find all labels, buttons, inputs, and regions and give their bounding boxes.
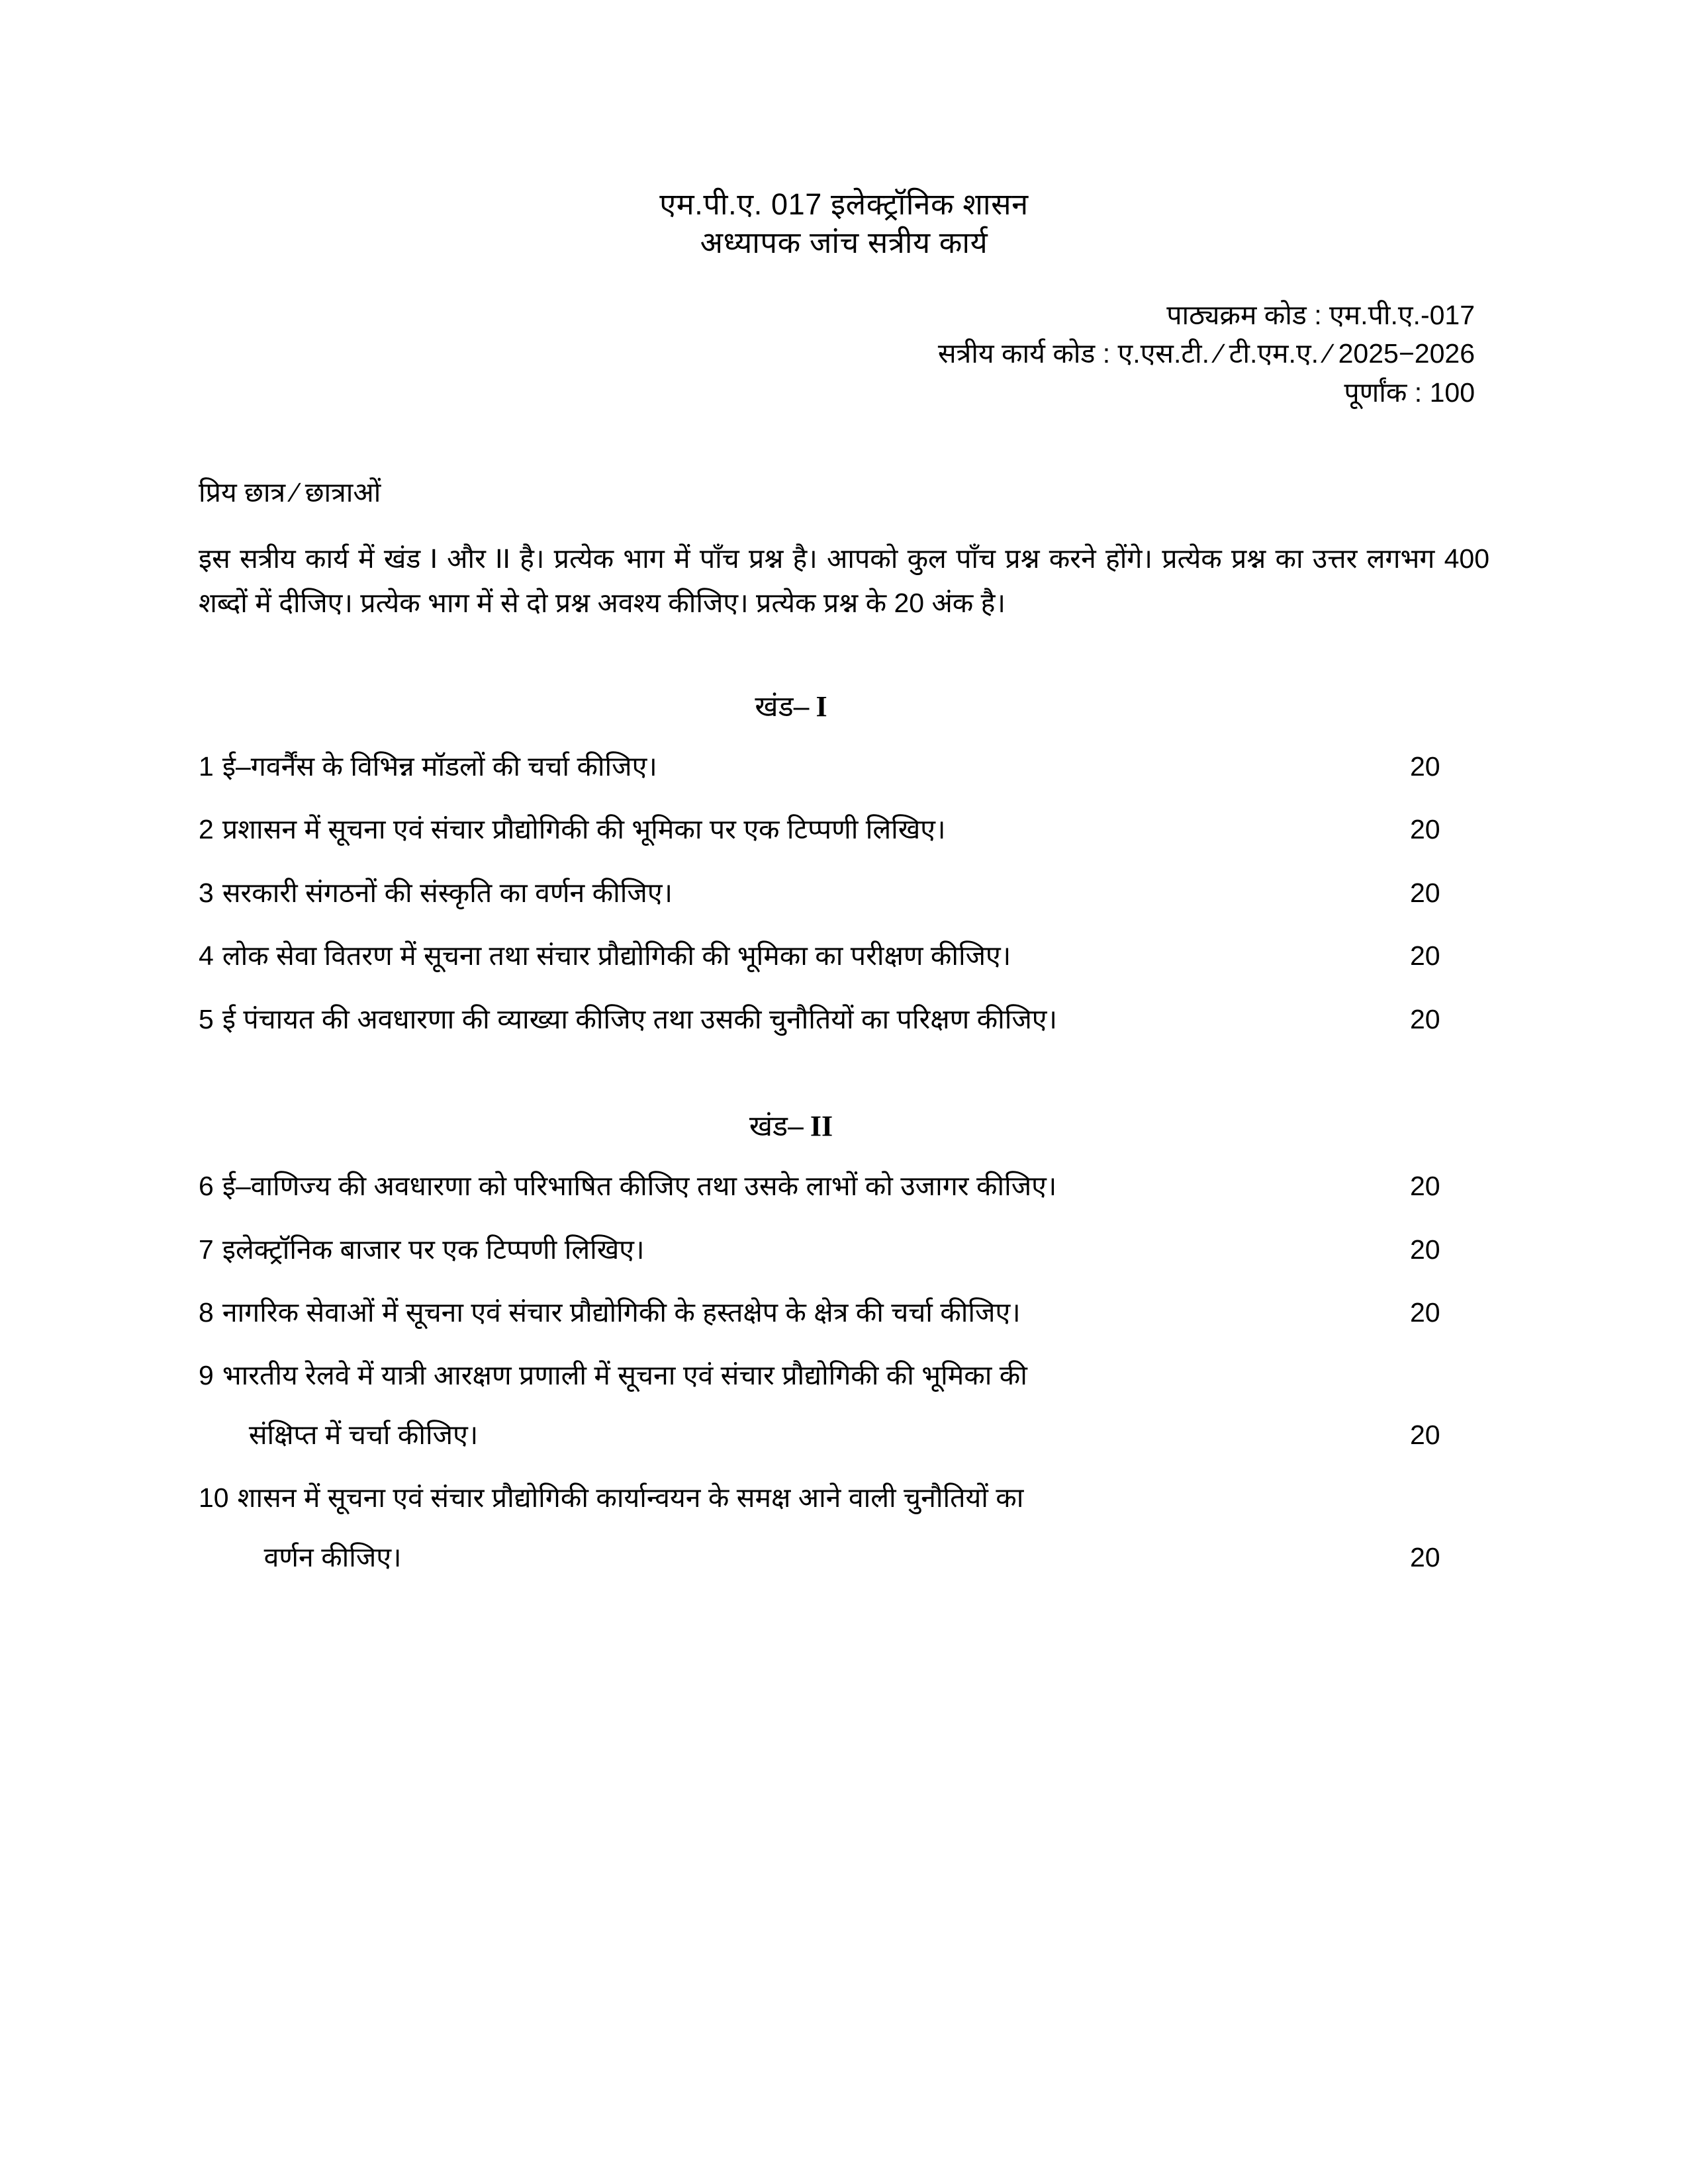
question-text: ई पंचायत की अवधारणा की व्याख्या कीजिए तथा उसकी चुनौतियों का परिक्षण कीजिए। xyxy=(222,1003,1058,1034)
question-number: 3 xyxy=(199,877,214,908)
section-label-1: खंड– xyxy=(755,690,810,723)
instructions-paragraph: इस सत्रीय कार्य में खंड I और II है। प्रत्येक भाग में पाँच प्रश्न है। आपको कुल पाँच प्रश्न करने होंगे। प्रत्येक प्रश्न का उत्तर लगभग 400 शब्दों में दीजिए। प्रत्येक भाग में से दो प्रश्न अवश्य कीजिए। प्रत्येक प्रश्न के 20 अंक है। xyxy=(199,543,1489,618)
question-number: 2 xyxy=(199,814,214,845)
question-marks: 20 xyxy=(1410,1297,1440,1328)
question-text: ई–वाणिज्य की अवधारणा को परिभाषित कीजिए तथा उसके लाभों को उजागर कीजिए। xyxy=(222,1171,1057,1202)
section-heading-1 xyxy=(199,686,1489,725)
question-text-line-2: वर्णन कीजिए। xyxy=(263,1541,402,1572)
question-marks: 20 xyxy=(1410,1171,1440,1202)
question-text: ई–गवर्नैंस के विभिन्न मॉडलों की चर्चा कीजिए। xyxy=(222,751,657,782)
title-line-2: अध्यापक जांच सत्रीय कार्य xyxy=(700,225,988,259)
section-roman-2: II xyxy=(810,1110,833,1143)
question-number: 6 xyxy=(199,1171,214,1202)
question-marks: 20 xyxy=(1410,877,1440,908)
question-marks: 20 xyxy=(1410,1234,1440,1265)
question-marks: 20 xyxy=(1410,1003,1440,1034)
question-text: सरकारी संगठनों की संस्कृति का वर्णन कीजिए। xyxy=(222,877,673,908)
question-row xyxy=(199,747,1489,786)
course-code: पाठ्यक्रम कोड : एम.पी.ए.-017 xyxy=(1166,300,1475,331)
question-text: नागरिक सेवाओं में सूचना एवं संचार प्रौद्योगिकी के हस्तक्षेप के क्षेत्र की चर्चा कीजिए। xyxy=(222,1297,1021,1328)
question-row xyxy=(199,1293,1489,1332)
question-row xyxy=(199,1000,1489,1039)
question-number: 8 xyxy=(199,1297,214,1328)
question-marks: 20 xyxy=(1410,1541,1440,1572)
section-roman-1: I xyxy=(816,690,827,723)
course-meta xyxy=(199,296,1489,412)
question-row xyxy=(199,874,1489,913)
question-row xyxy=(199,1479,1489,1577)
question-row xyxy=(199,810,1489,849)
question-text: प्रशासन में सूचना एवं संचार प्रौद्योगिकी की भूमिका पर एक टिप्पणी लिखिए। xyxy=(222,814,946,845)
question-text xyxy=(238,1479,1386,1577)
question-number: 7 xyxy=(199,1234,214,1265)
question-list-section-2 xyxy=(199,1167,1489,1577)
question-text xyxy=(222,1356,1386,1455)
question-list-section-1 xyxy=(199,747,1489,1039)
question-text: इलेक्ट्रॉनिक बाजार पर एक टिप्पणी लिखिए। xyxy=(222,1234,645,1265)
question-number: 5 xyxy=(199,1003,214,1034)
question-marks: 20 xyxy=(1410,940,1440,972)
question-number: 9 xyxy=(199,1360,214,1391)
question-text-line-1: शासन में सूचना एवं संचार प्रौद्योगिकी कार्यान्वयन के समक्ष आने वाली चुनौतियों का xyxy=(237,1482,1024,1514)
question-marks: 20 xyxy=(1410,814,1440,845)
question-marks: 20 xyxy=(1410,1419,1440,1450)
document-title xyxy=(199,185,1489,261)
question-text: लोक सेवा वितरण में सूचना तथा संचार प्रौद्योगिकी की भूमिका का परीक्षण कीजिए। xyxy=(222,940,1011,972)
total-marks: पूर्णांक : 100 xyxy=(1344,377,1475,408)
section-heading-2 xyxy=(199,1105,1489,1144)
question-number: 4 xyxy=(199,940,214,972)
question-row xyxy=(199,1167,1489,1206)
section-label-2: खंड– xyxy=(749,1111,804,1143)
question-row xyxy=(199,1356,1489,1455)
assignment-code: सत्रीय कार्य कोड : ए.एस.टी. ⁄ टी.एम.ए. ⁄ 2025−2026 xyxy=(937,338,1475,369)
question-number: 1 xyxy=(199,751,214,782)
question-row xyxy=(199,1230,1489,1269)
question-row xyxy=(199,936,1489,976)
question-marks: 20 xyxy=(1410,751,1440,782)
question-text-line-1: भारतीय रेलवे में यात्री आरक्षण प्रणाली में सूचना एवं संचार प्रौद्योगिकी की भूमिका की xyxy=(222,1360,1027,1391)
title-line-1: एम.पी.ए. 017 इलेक्ट्रॉनिक शासन xyxy=(659,187,1029,221)
question-number: 10 xyxy=(199,1482,229,1514)
salutation: प्रिय छात्र ⁄ छात्राओं xyxy=(199,477,381,508)
question-text-line-2: संक्षिप्त में चर्चा कीजिए। xyxy=(248,1419,479,1450)
